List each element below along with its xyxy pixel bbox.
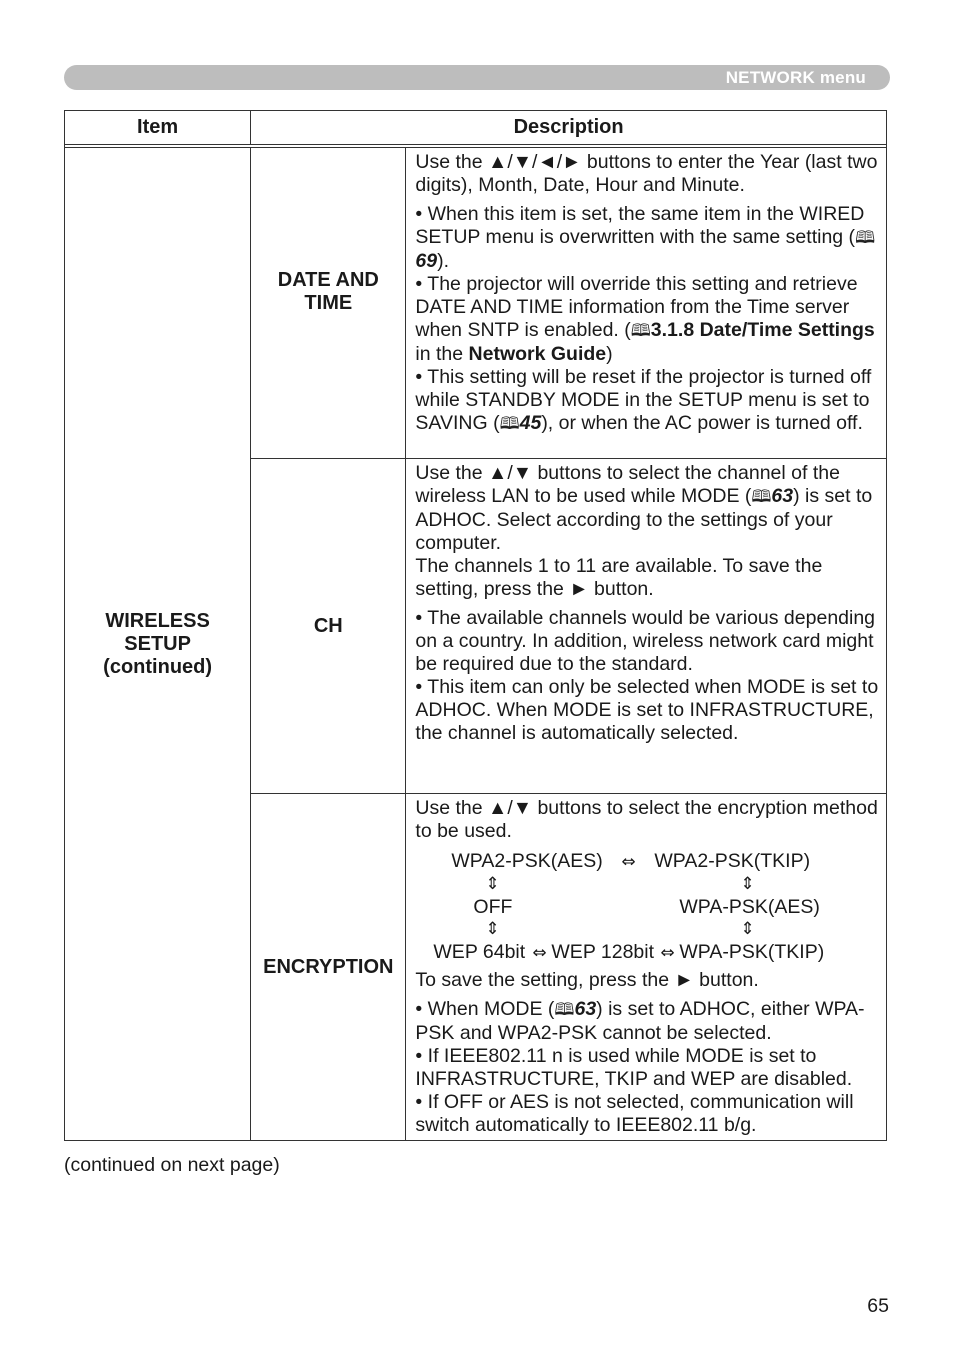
paragraph [415,366,880,436]
book-icon: 🕮 [855,228,876,248]
item-wireless-setup [65,148,251,1141]
section-header-bar [64,65,890,90]
paragraph: The channels 1 to 11 are available. To save the setting, press the ► button. [415,555,823,600]
guide-ref-link[interactable]: 3.1.8 Date/Time Settings [650,319,875,341]
text: • This setting will be reset if the projector is turned off while STANDBY MODE in the SETUP menu is set to SAVING ( [415,366,872,434]
network-menu-table [64,110,887,1141]
column-header-description: Description [251,111,887,145]
double-arrow-horizontal-icon: ⇔ [621,852,636,872]
table-header-row [65,111,887,145]
option-wpa2-psk-tkip: WPA2-PSK(TKIP) [654,850,811,872]
paragraph [415,998,880,1045]
page-ref-link[interactable]: 69 [415,250,438,272]
paragraph: • If IEEE802.11 n is used while MODE is set to INFRASTRUCTURE, TKIP and WEP are disabled. [415,1045,853,1090]
encryption-cycle-diagram [415,847,880,967]
text: ) is set to ADHOC. Select according to the settings of your computer. [415,485,873,554]
subitem-label-line1: DATE AND [277,268,379,291]
book-icon: 🕮 [751,487,772,507]
description-encryption [406,794,887,1141]
page-number: 65 [867,1295,889,1317]
text: in the [415,343,469,365]
paragraph [415,203,880,273]
option-wpa-psk-tkip: WPA-PSK(TKIP) [679,941,825,963]
subitem-encryption: ENCRYPTION [251,794,406,1141]
paragraph: • If OFF or AES is not selected, communication will switch automatically to IEEE802.11 b/g. [415,1091,854,1136]
text: ) is set to ADHOC, either WPA-PSK and WPA2-PSK cannot be selected. [415,998,865,1044]
table-row [65,148,887,459]
option-wep-128bit: WEP 128bit [551,941,655,963]
paragraph: • This item can only be selected when MODE is set to ADHOC. When MODE is set to INFRASTRUCTURE, the channel is automatically selected. [415,676,879,744]
description-date-and-time [406,148,887,459]
subitem-ch: CH [251,459,406,794]
item-label: WIRELESS SETUP (continued) [103,609,213,678]
book-icon: 🕮 [554,1000,575,1020]
page-ref-link[interactable]: 45 [519,412,542,434]
option-wep-64bit: WEP 64bit [433,941,526,963]
paragraph: To save the setting, press the ► button. [415,969,759,991]
subitem-label-line2: TIME [304,291,353,314]
text: ), or when the AC power is turned off. [541,412,863,434]
text: • The projector will override this setting and retrieve DATE AND TIME information from the Time server when SNTP is enabled. ( [415,273,858,341]
paragraph: Use the ▲/▼/◄/► buttons to enter the Year (last two digits), Month, Date, Hour and Minute. [415,151,878,196]
book-icon: 🕮 [499,414,520,434]
continued-note: (continued on next page) [64,1154,280,1176]
paragraph: • The available channels would be various depending on a country. In addition, wireless network card might be required due to the standard. [415,607,876,675]
double-arrow-vertical-icon: ⇕ [740,874,755,894]
text: Use the ▲/▼ buttons to select the channel of the wireless LAN to be used while MODE ( [415,462,840,507]
double-arrow-horizontal-icon: ⇔ [532,943,547,963]
text: ). [437,250,450,272]
option-off: OFF [473,896,513,918]
double-arrow-horizontal-icon: ⇔ [660,943,675,963]
description-ch [406,459,887,794]
book-icon: 🕮 [630,321,651,341]
option-wpa2-psk-aes: WPA2-PSK(AES) [451,850,603,872]
text: • When this item is set, the same item in the WIRED SETUP menu is overwritten with the same setting ( [415,203,865,248]
option-wpa-psk-aes: WPA-PSK(AES) [679,896,820,918]
paragraph [415,462,880,555]
paragraph [415,273,880,366]
double-arrow-vertical-icon: ⇕ [485,874,500,894]
page-ref-link[interactable]: 63 [771,485,794,507]
guide-name: Network Guide [468,343,607,365]
page-ref-link[interactable]: 63 [574,998,597,1020]
column-header-item: Item [65,111,251,145]
subitem-date-and-time [251,148,406,459]
double-arrow-vertical-icon: ⇕ [485,919,500,939]
double-arrow-vertical-icon: ⇕ [740,919,755,939]
paragraph: Use the ▲/▼ buttons to select the encryption method to be used. [415,797,878,842]
section-title: NETWORK menu [725,68,866,87]
text: • When MODE ( [415,998,555,1020]
text: ) [606,343,613,365]
